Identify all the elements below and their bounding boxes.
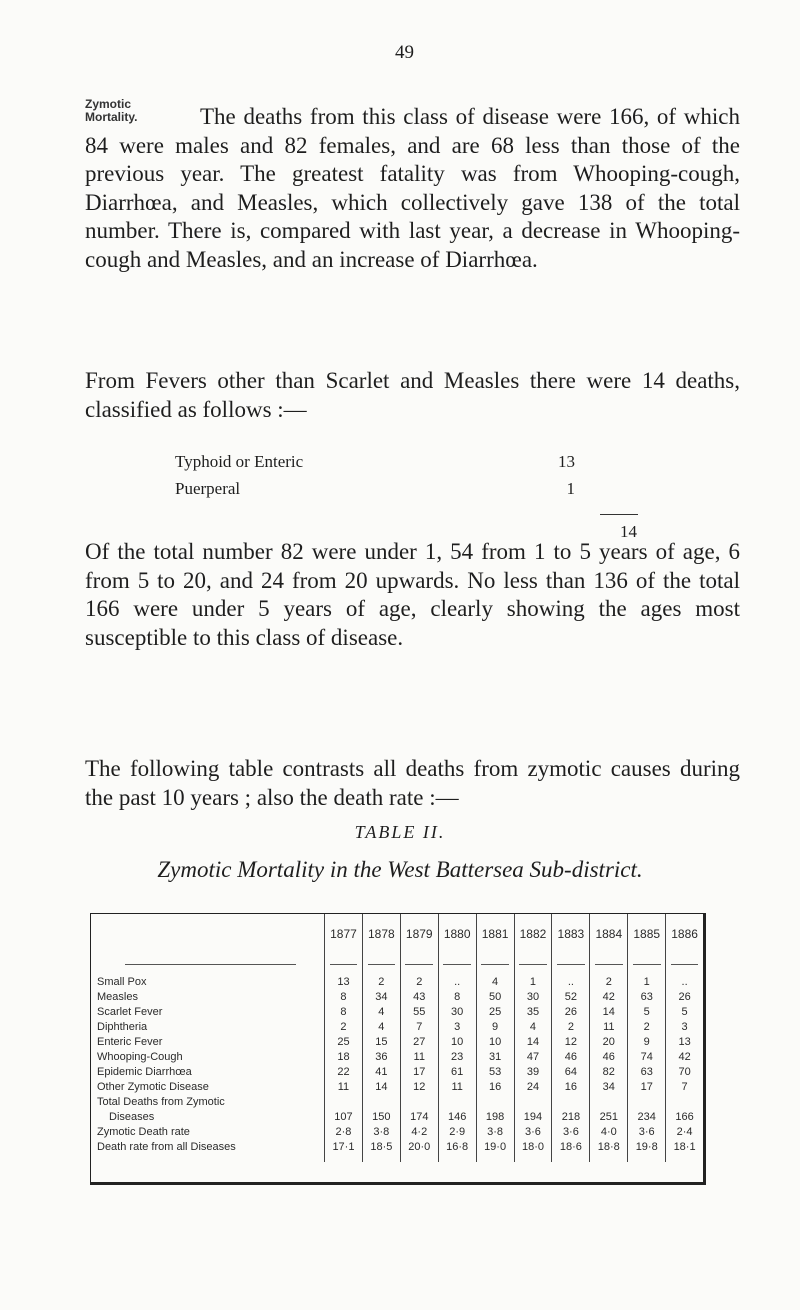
table-cell: 18: [325, 1049, 363, 1064]
table-cell: 74: [628, 1049, 666, 1064]
table-cell: 19·8: [628, 1139, 666, 1162]
table-cell: 17: [400, 1064, 438, 1079]
year-header: 1877: [325, 914, 363, 954]
year-header: 1880: [438, 914, 476, 954]
year-header: 1881: [476, 914, 514, 954]
table-cell: 63: [628, 1064, 666, 1079]
table-cell: 251: [590, 1109, 628, 1124]
year-header: 1883: [552, 914, 590, 954]
table-cell: 53: [476, 1064, 514, 1079]
table-cell: 47: [514, 1049, 552, 1064]
row-label: Other Zymotic Disease: [97, 1080, 209, 1093]
table-cell: 4·0: [590, 1124, 628, 1139]
table-cell: 16: [552, 1079, 590, 1094]
table-cell: 46: [552, 1049, 590, 1064]
row-label: Death rate from all Diseases: [97, 1140, 236, 1153]
table-cell: 2: [628, 1019, 666, 1034]
table-cell: 24: [514, 1079, 552, 1094]
table-cell: 42: [590, 989, 628, 1004]
label-column-header: [91, 914, 325, 954]
table-cell: 14: [514, 1034, 552, 1049]
table-cell: 18·5: [362, 1139, 400, 1162]
rate-row: [91, 1139, 703, 1162]
table-cell: 4: [362, 1019, 400, 1034]
table-cell-empty: [666, 1094, 703, 1109]
table-cell: 61: [438, 1064, 476, 1079]
table-cell: 12: [552, 1034, 590, 1049]
table-cell-empty: [552, 1094, 590, 1109]
paragraph-deaths-summary: The deaths from this class of disease were 166, of which 84 were males and 82 females, and are 68 less than those of the previous year. The greatest fatality was from Whooping-cough, Diarrhœa, and Measles, which collectively gave 138 of the total number. There is, compared with last year, a decrease in Whooping-cough and Measles, and an increase of Diarrhœa.: [85, 104, 740, 272]
table-cell: 4: [362, 1004, 400, 1019]
table-cell: 35: [514, 1004, 552, 1019]
row-label: Diseases: [109, 1110, 155, 1123]
fever-list: [175, 452, 635, 506]
table-cell: 4: [476, 974, 514, 989]
table-cell-empty: [400, 1094, 438, 1109]
row-label: Small Pox: [97, 975, 147, 988]
table-cell: ..: [666, 974, 703, 989]
table-cell: 11: [438, 1079, 476, 1094]
table-cell: 43: [400, 989, 438, 1004]
table-cell: 11: [400, 1049, 438, 1064]
table-row: [91, 1004, 703, 1019]
table-cell: 8: [438, 989, 476, 1004]
fever-value: 1: [566, 479, 575, 498]
table-cell: ..: [438, 974, 476, 989]
zymotic-mortality-table: [90, 913, 706, 1185]
table-cell: 2·4: [666, 1124, 703, 1139]
table-cell: 25: [325, 1034, 363, 1049]
table-header-row: [91, 914, 703, 954]
table-cell: 218: [552, 1109, 590, 1124]
table-cell: 3·8: [476, 1124, 514, 1139]
year-header: 1884: [590, 914, 628, 954]
table-cell: 166: [666, 1109, 703, 1124]
row-label: Enteric Fever: [97, 1035, 163, 1048]
paragraph-fevers-intro: From Fevers other than Scarlet and Measles there were 14 deaths, classified as follows :—: [85, 368, 740, 422]
table-cell: 82: [590, 1064, 628, 1079]
table-cell: 8: [325, 1004, 363, 1019]
table-cell: 107: [325, 1109, 363, 1124]
table-cell: 2: [362, 974, 400, 989]
table-cell: 42: [666, 1049, 703, 1064]
table-cell: 64: [552, 1064, 590, 1079]
table-body: [91, 954, 703, 1162]
table-cell: 30: [438, 1004, 476, 1019]
table-cell: 18·0: [514, 1139, 552, 1162]
table-cell: 4·2: [400, 1124, 438, 1139]
table-cell: 2: [552, 1019, 590, 1034]
table-cell: 11: [590, 1019, 628, 1034]
table-cell: 2: [325, 1019, 363, 1034]
table-caption: Zymotic Mortality in the West Battersea Sub-district.: [157, 857, 643, 882]
table-cell: 3·8: [362, 1124, 400, 1139]
table-cell-empty: [514, 1094, 552, 1109]
table-cell: 9: [628, 1034, 666, 1049]
margin-note: Zymotic Mortality.: [85, 97, 138, 124]
table-cell: 5: [628, 1004, 666, 1019]
table-cell: 39: [514, 1064, 552, 1079]
table-cell: 26: [666, 989, 703, 1004]
table-cell: 174: [400, 1109, 438, 1124]
row-label: Total Deaths from Zymotic: [97, 1095, 225, 1108]
table-cell: 8: [325, 989, 363, 1004]
table-cell: 7: [666, 1079, 703, 1094]
table-cell: 34: [590, 1079, 628, 1094]
year-header: 1885: [628, 914, 666, 954]
table-cell: 41: [362, 1064, 400, 1079]
table-row: [91, 1034, 703, 1049]
table-cell: 36: [362, 1049, 400, 1064]
table-cell: 3·6: [628, 1124, 666, 1139]
table-cell-empty: [628, 1094, 666, 1109]
table-row: [91, 989, 703, 1004]
table-cell: 25: [476, 1004, 514, 1019]
table-cell: 3: [438, 1019, 476, 1034]
table-cell: 34: [362, 989, 400, 1004]
table-cell: 70: [666, 1064, 703, 1079]
year-header: 1878: [362, 914, 400, 954]
fever-total: 14: [620, 522, 637, 541]
table-cell: 11: [325, 1079, 363, 1094]
table-cell: 13: [325, 974, 363, 989]
table-cell: 10: [476, 1034, 514, 1049]
row-label: Scarlet Fever: [97, 1005, 163, 1018]
table-cell: 18·8: [590, 1139, 628, 1162]
table-cell: 18·1: [666, 1139, 703, 1162]
table-cell: 22: [325, 1064, 363, 1079]
table-cell: 16·8: [438, 1139, 476, 1162]
table-cell: 19·0: [476, 1139, 514, 1162]
table-cell: 146: [438, 1109, 476, 1124]
page-number: 49: [395, 42, 414, 63]
header-rule-row: [91, 954, 703, 974]
table-cell: 1: [514, 974, 552, 989]
table-cell: 20·0: [400, 1139, 438, 1162]
row-label: Epidemic Diarrhœa: [97, 1065, 192, 1078]
table-cell-empty: [362, 1094, 400, 1109]
table-cell: 14: [362, 1079, 400, 1094]
paragraph-age-distribution: Of the total number 82 were under 1, 54 from 1 to 5 years of age, 6 from 5 to 20, and 24 from 20 upwards. No less than 136 of the total 166 were under 5 years of age, clearly showing the ages most susceptible to this class of disease.: [85, 539, 740, 650]
table-cell: 27: [400, 1034, 438, 1049]
table-cell: 55: [400, 1004, 438, 1019]
mortality-data-table: [91, 914, 703, 1162]
table-cell: 30: [514, 989, 552, 1004]
table-label: TABLE II.: [354, 822, 446, 842]
table-row: [91, 1064, 703, 1079]
fever-total-rule: [600, 514, 638, 515]
table-cell-empty: [438, 1094, 476, 1109]
table-cell: 3·6: [552, 1124, 590, 1139]
fever-row-typhoid: [175, 452, 635, 479]
table-cell: 234: [628, 1109, 666, 1124]
table-cell: 194: [514, 1109, 552, 1124]
fever-row-puerperal: [175, 479, 635, 506]
row-label: Whooping-Cough: [97, 1050, 183, 1063]
table-cell: 3·6: [514, 1124, 552, 1139]
total-label-row: [91, 1094, 703, 1109]
table-cell: 12: [400, 1079, 438, 1094]
row-label: Zymotic Death rate: [97, 1125, 190, 1138]
table-cell: 20: [590, 1034, 628, 1049]
table-cell: 26: [552, 1004, 590, 1019]
table-cell: 7: [400, 1019, 438, 1034]
table-cell: 46: [590, 1049, 628, 1064]
table-cell: 14: [590, 1004, 628, 1019]
table-cell: 150: [362, 1109, 400, 1124]
row-label: Diphtheria: [97, 1020, 148, 1033]
table-cell: 4: [514, 1019, 552, 1034]
table-cell: 5: [666, 1004, 703, 1019]
table-cell: 18·6: [552, 1139, 590, 1162]
table-cell: 16: [476, 1079, 514, 1094]
table-cell-empty: [476, 1094, 514, 1109]
table-row: [91, 974, 703, 989]
table-cell: 15: [362, 1034, 400, 1049]
table-cell: 3: [666, 1019, 703, 1034]
table-cell-empty: [325, 1094, 363, 1109]
table-row: [91, 1019, 703, 1034]
fever-label: Typhoid or Enteric: [175, 452, 304, 471]
table-cell: 198: [476, 1109, 514, 1124]
table-cell: 2·8: [325, 1124, 363, 1139]
table-cell: 17: [628, 1079, 666, 1094]
table-cell: 13: [666, 1034, 703, 1049]
table-cell: 17·1: [325, 1139, 363, 1162]
table-cell: 52: [552, 989, 590, 1004]
table-cell-empty: [590, 1094, 628, 1109]
rate-row: [91, 1124, 703, 1139]
table-cell: 23: [438, 1049, 476, 1064]
row-label: Measles: [97, 990, 138, 1003]
total-deaths-row: [91, 1109, 703, 1124]
table-row: [91, 1049, 703, 1064]
table-cell: 2: [590, 974, 628, 989]
table-cell: 50: [476, 989, 514, 1004]
fever-label: Puerperal: [175, 479, 241, 498]
table-row: [91, 1079, 703, 1094]
table-cell: ..: [552, 974, 590, 989]
table-cell: 1: [628, 974, 666, 989]
year-header: 1882: [514, 914, 552, 954]
fever-value: 13: [558, 452, 575, 471]
table-cell: 9: [476, 1019, 514, 1034]
table-cell: 63: [628, 989, 666, 1004]
table-cell: 2: [400, 974, 438, 989]
table-cell: 10: [438, 1034, 476, 1049]
year-header: 1886: [666, 914, 703, 954]
paragraph-table-intro: The following table contrasts all deaths from zymotic causes during the past 10 years ; also the death rate :—: [85, 756, 740, 810]
year-header: 1879: [400, 914, 438, 954]
table-cell: 31: [476, 1049, 514, 1064]
table-cell: 2·9: [438, 1124, 476, 1139]
